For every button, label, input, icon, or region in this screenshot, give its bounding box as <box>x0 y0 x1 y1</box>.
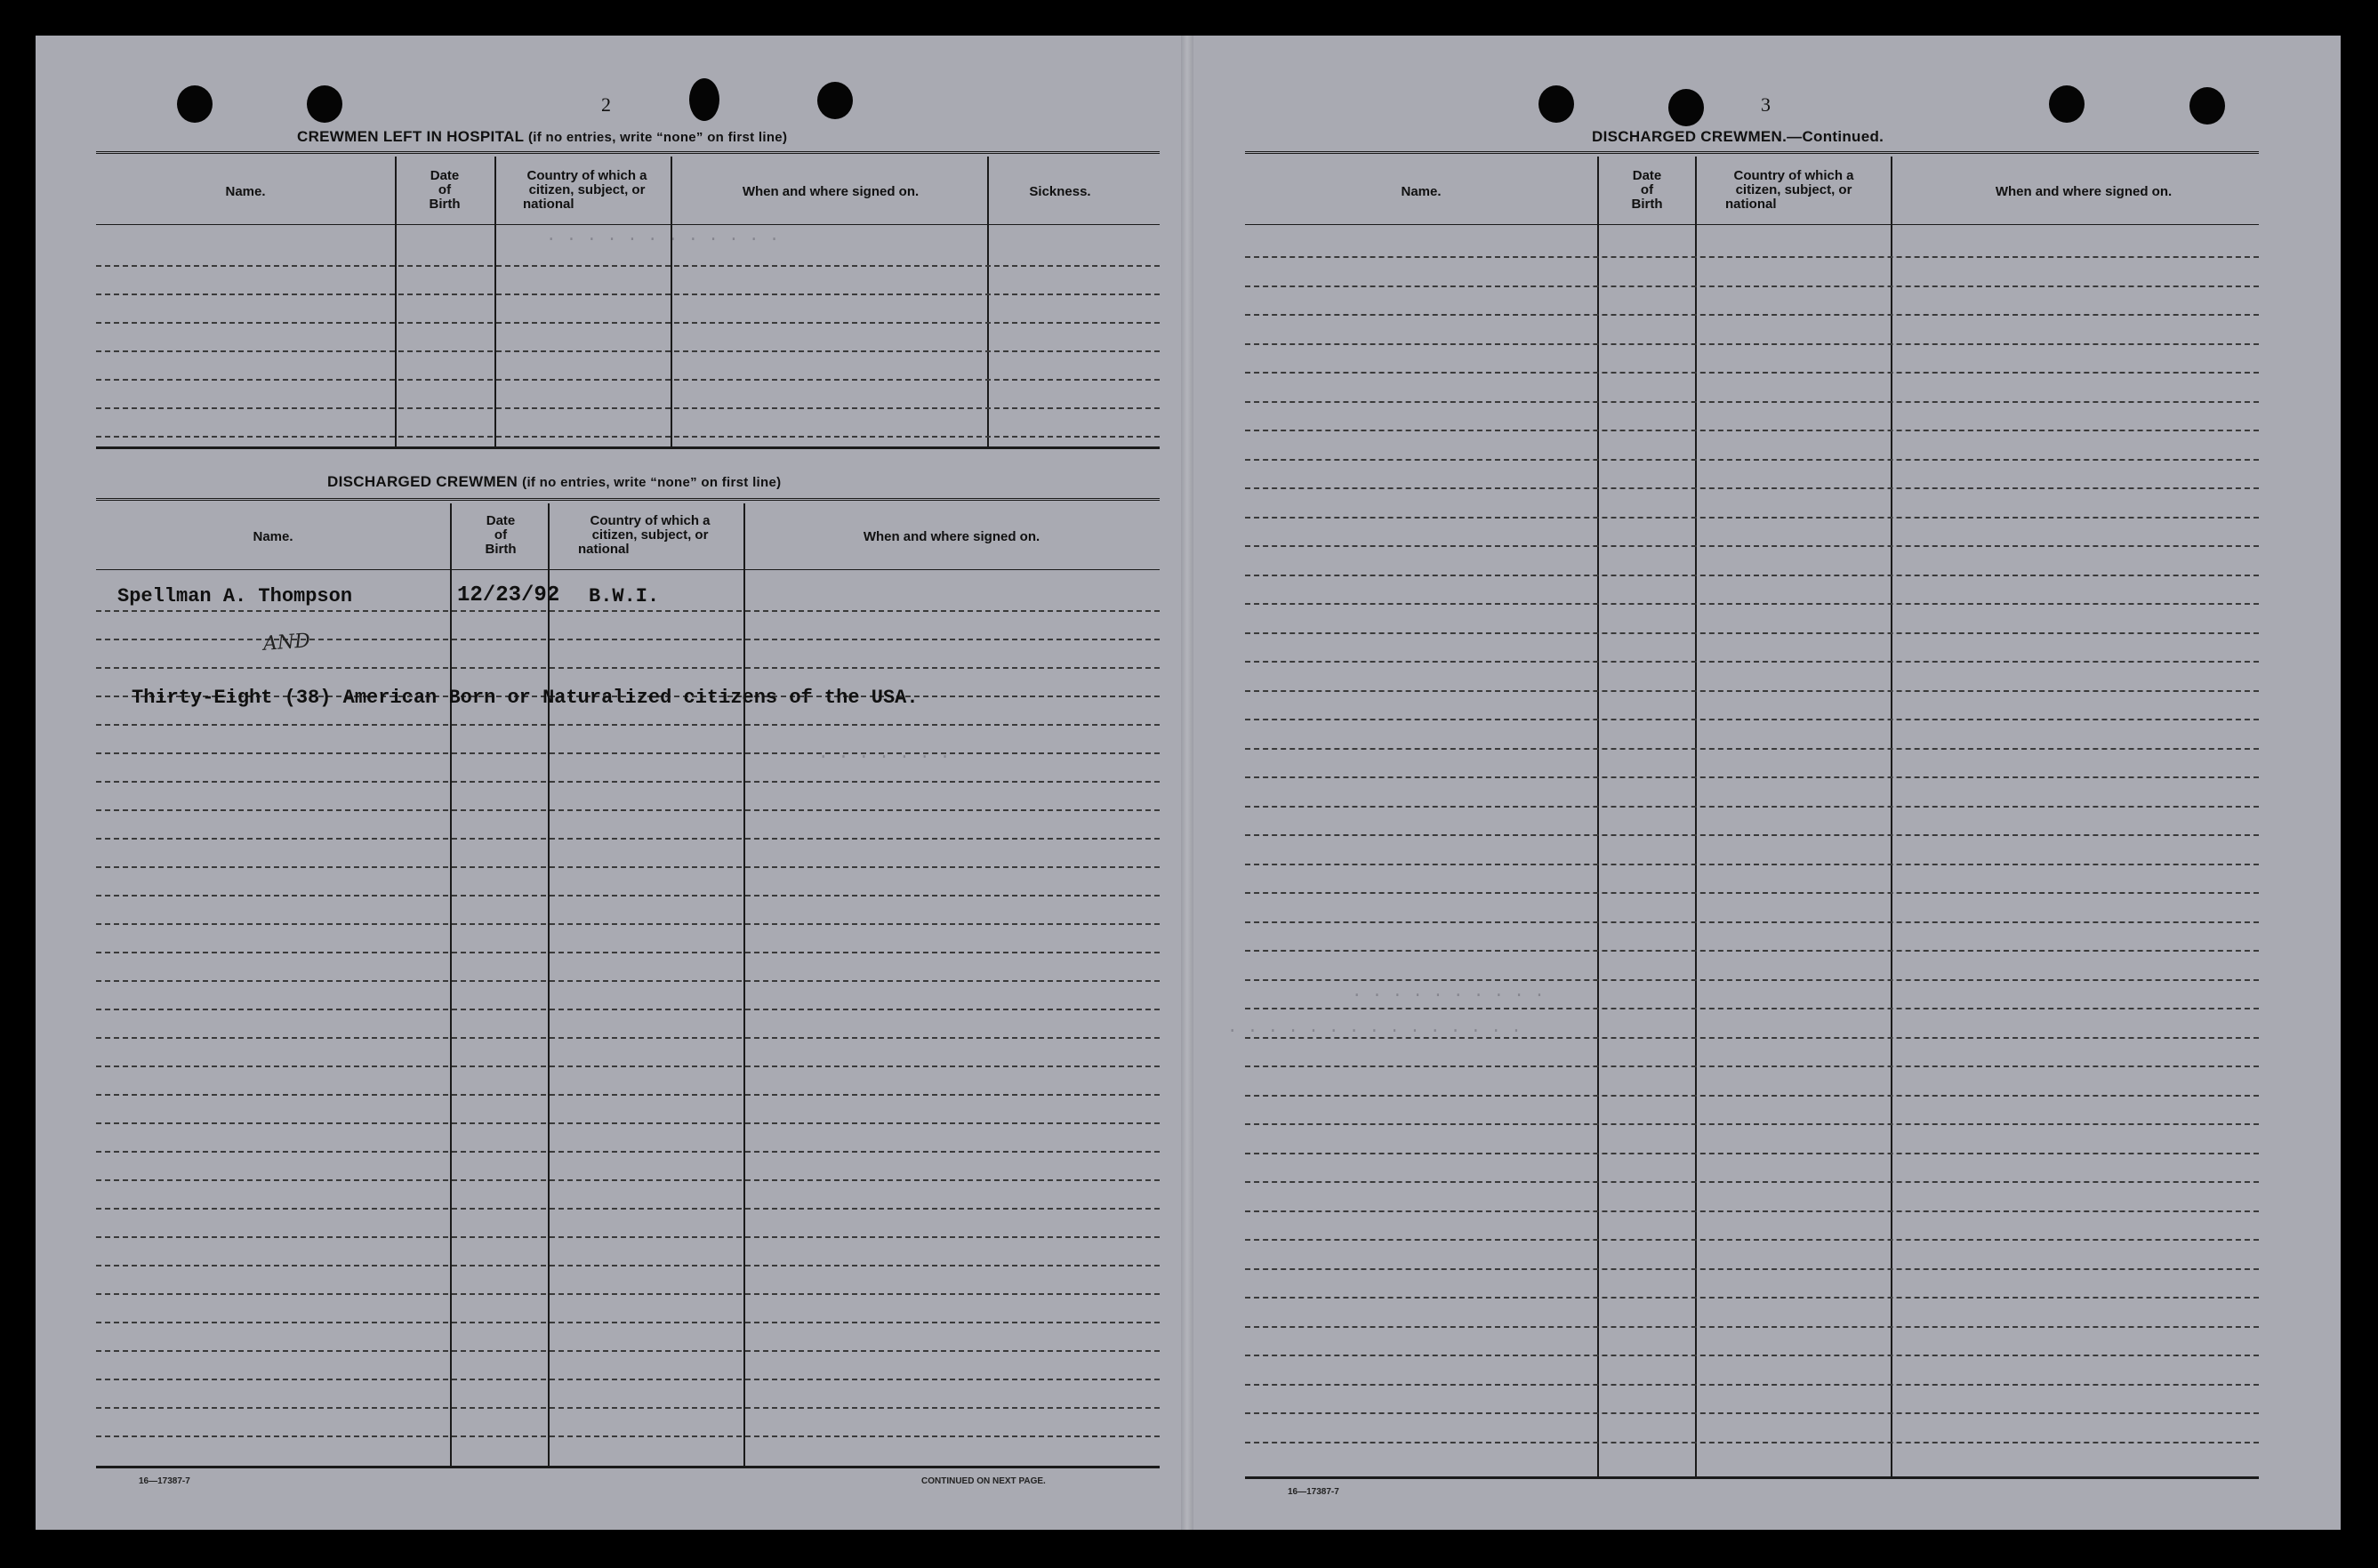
column-header-name: Name. <box>225 184 266 199</box>
ruled-line <box>1245 517 2259 519</box>
ruled-line <box>1245 603 2259 605</box>
column-header-name: Name. <box>1401 184 1442 199</box>
hospital-section-title: CREWMEN LEFT IN HOSPITAL (if no entries, write “none” on first line) <box>297 128 788 145</box>
column-divider <box>1891 157 1892 1478</box>
column-divider <box>1597 157 1599 1478</box>
column-header-signed: When and where signed on. <box>863 529 1040 544</box>
ruled-line <box>1245 1412 2259 1414</box>
ruled-line <box>96 1122 1160 1124</box>
page-number: 2 <box>601 93 611 116</box>
table-bottom-rule <box>96 1466 1160 1468</box>
ruled-line <box>1245 1442 2259 1443</box>
ruled-line <box>1245 864 2259 865</box>
ruled-line <box>1245 401 2259 403</box>
ruled-line <box>1245 950 2259 952</box>
column-header-dob: Date of Birth <box>429 168 461 212</box>
ruled-line <box>1245 545 2259 547</box>
column-divider <box>494 157 496 448</box>
ruled-line <box>96 781 1160 783</box>
crewman-name: Spellman A. Thompson <box>117 585 353 607</box>
column-header-dob: Date of Birth <box>1631 168 1663 212</box>
ruled-line <box>96 379 1160 381</box>
bleed-through: · · · · · · · · · · <box>1352 985 1545 1005</box>
ruled-line <box>1245 632 2259 634</box>
ruled-line <box>96 1293 1160 1295</box>
column-divider <box>1695 157 1697 1478</box>
punch-hole <box>2049 85 2085 123</box>
continued-note: CONTINUED ON NEXT PAGE. <box>921 1476 1046 1486</box>
table-top-rule <box>96 498 1160 503</box>
summary-line: Thirty-Eight (38) American Born or Naturalized citizens of the USA. <box>132 687 919 709</box>
punch-hole <box>307 85 342 123</box>
ruled-line <box>96 923 1160 925</box>
column-header-sickness: Sickness. <box>1029 184 1091 199</box>
bleed-through: · · · · · · · · · · · · · · · <box>1227 1021 1522 1041</box>
ruled-line <box>1245 776 2259 778</box>
ruled-line <box>96 752 1160 754</box>
header-rule <box>1245 224 2259 225</box>
ruled-line <box>1245 1095 2259 1097</box>
ruled-line <box>1245 1268 2259 1270</box>
ruled-line <box>1245 459 2259 461</box>
ruled-line <box>96 895 1160 897</box>
crewman-dob: 12/23/92 <box>457 583 560 607</box>
discharged-section-title: DISCHARGED CREWMEN (if no entries, write “none” on first line) <box>327 473 782 490</box>
ruled-line <box>1245 661 2259 663</box>
document-sheet <box>36 36 2341 1530</box>
crewman-country: B.W.I. <box>589 585 660 607</box>
ruled-line <box>1245 1181 2259 1183</box>
bleed-through: · · · · · · · · · · · · <box>546 229 780 249</box>
ruled-line <box>1245 285 2259 287</box>
ruled-line <box>1245 1210 2259 1212</box>
punch-hole <box>1668 89 1704 126</box>
ruled-line <box>96 407 1160 409</box>
ruled-line <box>96 724 1160 726</box>
ruled-line <box>96 866 1160 868</box>
punch-hole <box>1538 85 1574 123</box>
ruled-line <box>1245 892 2259 894</box>
ruled-line <box>96 1065 1160 1067</box>
ruled-line <box>96 809 1160 811</box>
ruled-line <box>1245 719 2259 720</box>
ruled-line <box>1245 487 2259 489</box>
form-number: 16—17387-7 <box>1288 1487 1339 1497</box>
ruled-line <box>96 1435 1160 1437</box>
column-header-name: Name. <box>253 529 293 544</box>
page-number: 3 <box>1761 93 1771 116</box>
ruled-line <box>1245 1065 2259 1067</box>
ruled-line <box>1245 806 2259 808</box>
ruled-line <box>96 1322 1160 1323</box>
ruled-line <box>1245 343 2259 345</box>
column-divider <box>395 157 397 448</box>
column-divider <box>671 157 672 448</box>
ruled-line <box>1245 748 2259 750</box>
table-top-rule <box>96 151 1160 157</box>
ruled-line <box>96 639 1160 640</box>
ruled-line <box>1245 690 2259 692</box>
column-header-signed: When and where signed on. <box>742 184 920 199</box>
column-divider <box>987 157 989 448</box>
ruled-line <box>96 293 1160 295</box>
header-rule <box>96 224 1160 225</box>
ruled-line <box>96 1407 1160 1409</box>
ruled-line <box>1245 430 2259 431</box>
punch-hole <box>177 85 213 123</box>
ruled-line <box>96 1179 1160 1181</box>
ruled-line <box>96 952 1160 953</box>
right-page <box>1192 36 2341 1530</box>
ruled-line <box>96 1379 1160 1380</box>
ruled-line <box>96 1037 1160 1039</box>
ruled-line <box>1245 314 2259 316</box>
ruled-line <box>96 1151 1160 1153</box>
left-page <box>36 36 1185 1530</box>
ruled-line <box>1245 1326 2259 1328</box>
discharged-continued-title: DISCHARGED CREWMEN.—Continued. <box>1592 128 1884 145</box>
ruled-line <box>1245 1297 2259 1299</box>
section-bottom-rule <box>96 446 1160 449</box>
ruled-line <box>96 1350 1160 1352</box>
ruled-line <box>96 436 1160 438</box>
ruled-line <box>1245 979 2259 981</box>
bleed-through: · · · · · · · <box>818 747 951 767</box>
ruled-line <box>96 980 1160 982</box>
punch-hole <box>2189 87 2225 125</box>
ruled-line <box>1245 1239 2259 1241</box>
form-number: 16—17387-7 <box>139 1476 190 1486</box>
ruled-line <box>96 1265 1160 1266</box>
ruled-line <box>1245 256 2259 258</box>
ruled-line <box>96 838 1160 840</box>
ruled-line <box>1245 575 2259 576</box>
ruled-line <box>1245 1153 2259 1154</box>
column-header-signed: When and where signed on. <box>1995 184 2173 199</box>
ruled-line <box>96 610 1160 612</box>
column-header-country: Country of which a citizen, subject, or national <box>1725 168 1854 212</box>
handwritten-and: AND <box>262 630 311 655</box>
punch-hole <box>817 82 853 119</box>
table-bottom-rule <box>1245 1476 2259 1479</box>
ruled-line <box>96 1094 1160 1096</box>
ruled-line <box>96 667 1160 669</box>
ruled-line <box>1245 372 2259 374</box>
ruled-line <box>96 1208 1160 1210</box>
ruled-line <box>1245 1384 2259 1386</box>
ruled-line <box>96 350 1160 352</box>
column-header-dob: Date of Birth <box>485 513 517 557</box>
ruled-line <box>96 1009 1160 1010</box>
ruled-line <box>1245 1008 2259 1009</box>
column-header-country: Country of which a citizen, subject, or national <box>523 168 647 212</box>
ruled-line <box>96 265 1160 267</box>
ruled-line <box>1245 834 2259 836</box>
ruled-line <box>1245 1355 2259 1356</box>
ruled-line <box>1245 921 2259 923</box>
table-top-rule <box>1245 151 2259 157</box>
ruled-line <box>1245 1123 2259 1125</box>
ruled-line <box>96 1236 1160 1238</box>
header-rule <box>96 569 1160 570</box>
ruled-line <box>96 322 1160 324</box>
column-header-country: Country of which a citizen, subject, or national <box>578 513 711 557</box>
punch-hole <box>689 78 719 121</box>
